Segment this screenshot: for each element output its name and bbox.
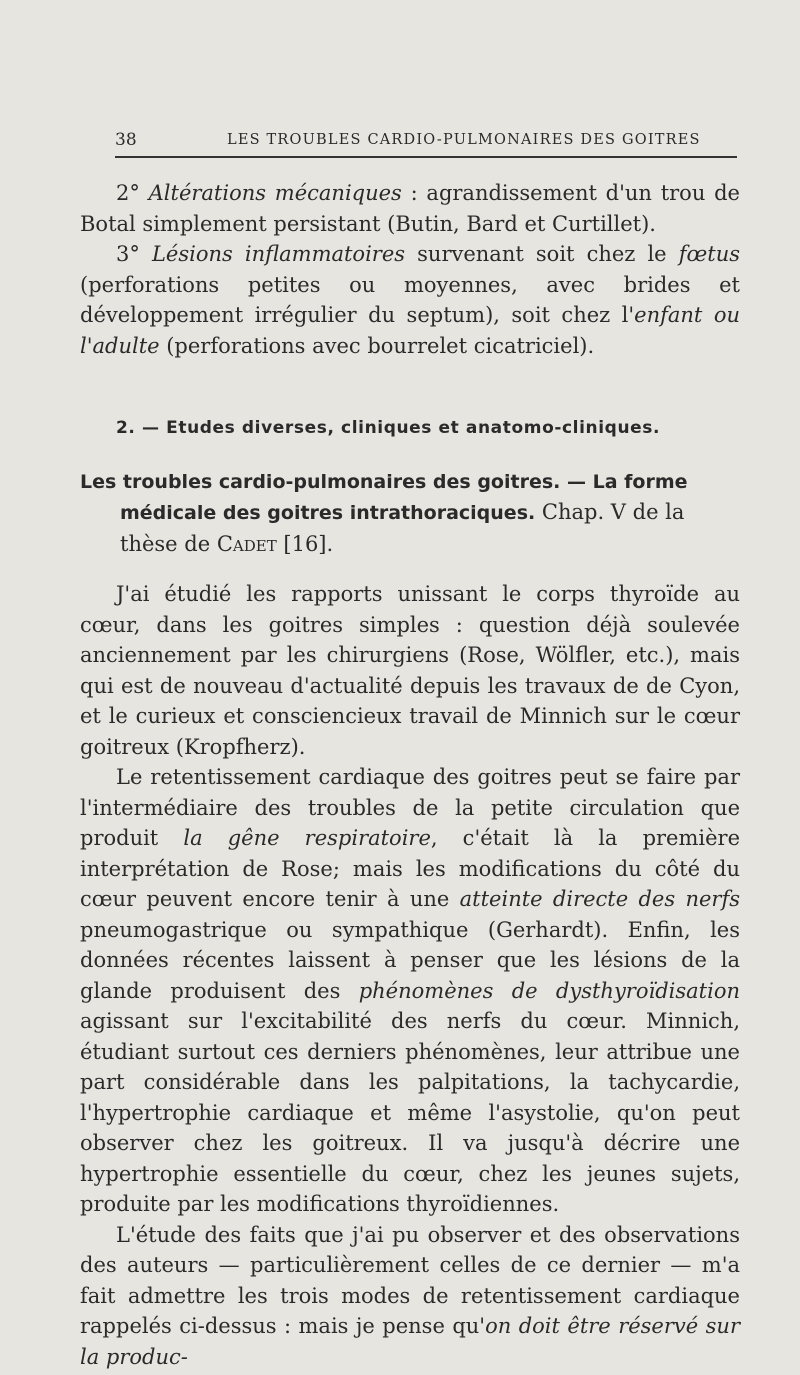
page-body xyxy=(80,178,740,1372)
italic-term: atteinte directe des nerfs xyxy=(459,887,740,911)
list-item-mechanical xyxy=(80,178,740,239)
entry-title: Les troubles cardio-pulmonaires des goitres. — La forme médicale des goitres intrathoraciques. xyxy=(80,470,688,524)
item-italic-term: fœtus xyxy=(678,242,740,266)
bibliography-entry xyxy=(80,466,740,560)
item-text: : agrandissement d'un trou de Botal simplement persistant (Butin, Bard et Curtillet). xyxy=(80,181,740,236)
paragraph xyxy=(80,762,740,1220)
item-text: (perforations avec bourrelet cicatriciel). xyxy=(159,333,595,358)
italic-term: on doit être réservé sur la produc- xyxy=(80,1314,740,1369)
item-italic-term: enfant ou l'adulte xyxy=(80,303,740,358)
paragraph-text: L'étude des faits que j'ai pu observer et des observations des auteurs — particulièrement celles de ce dernier — m'a fait admettre les trois modes de retentissement cardiaque rappelés ci-dessus : mais je pense qu' xyxy=(80,1222,740,1338)
item-number: 3° xyxy=(116,242,152,266)
item-text: (perforations petites ou moyennes, avec brides et développement irrégulier du septum), soit chez l' xyxy=(80,272,740,327)
running-title: LES TROUBLES CARDIO-PULMONAIRES DES GOITRES xyxy=(227,132,701,148)
item-text: survenant soit chez le xyxy=(405,242,679,266)
section-heading: 2. — Etudes diverses, cliniques et anatomo-cliniques. xyxy=(116,418,661,438)
list-item-inflammatory xyxy=(80,239,740,361)
entry-author: Cadet xyxy=(216,531,277,556)
paragraph-text: , c'était là la première interprétation de Rose; mais les modifications du côté du cœur peuvent encore tenir à une xyxy=(80,826,740,911)
italic-term: phénomènes de dysthyroïdisation xyxy=(358,978,740,1003)
paragraph-text: pneumogastrique ou sympathique (Gerhardt). Enfin, les données récentes laissent à penser que les lésions de la glande produisent des xyxy=(80,917,740,1003)
page-header xyxy=(115,130,735,154)
entry-ref-number: [16]. xyxy=(276,531,334,556)
header-rule xyxy=(115,156,737,158)
paragraph: J'ai étudié les rapports unissant le corps thyroïde au cœur, dans les goitres simples : question déjà soulevée anciennement par les chirurgiens (Rose, Wölfler, etc.), mais qui est de nouveau d'actualité depuis les travaux de de Cyon, et le curieux et consciencieux travail de Minnich sur le cœur goitreux (Kropfherz). xyxy=(80,582,740,759)
paragraph-text: agissant sur l'excitabilité des nerfs du cœur. Minnich, étudiant surtout ces derniers phénomènes, leur attribue une part considérable dans les palpitations, la tachycardie, l'hypertrophie cardiaque et même l'asystolie, qu'on peut observer chez les goitreux. Il va jusqu'à décrire une hypertrophie essentielle du cœur, chez les jeunes sujets, produite par les modifications thyroïdiennes. xyxy=(80,1009,740,1216)
item-number: 2° xyxy=(116,181,149,205)
entry-reference: Chap. V de la thèse de xyxy=(120,500,685,556)
paragraph xyxy=(80,1220,740,1373)
item-italic-term: Altérations mécaniques xyxy=(148,181,402,205)
item-italic-term: Lésions inflammatoires xyxy=(151,242,406,266)
page-number: 38 xyxy=(115,130,137,150)
paragraph-text: Le retentissement cardiaque des goitres peut se faire par l'intermédiaire des troubles de la petite circulation que produit xyxy=(80,765,740,850)
italic-term: la gêne respiratoire xyxy=(183,826,431,850)
